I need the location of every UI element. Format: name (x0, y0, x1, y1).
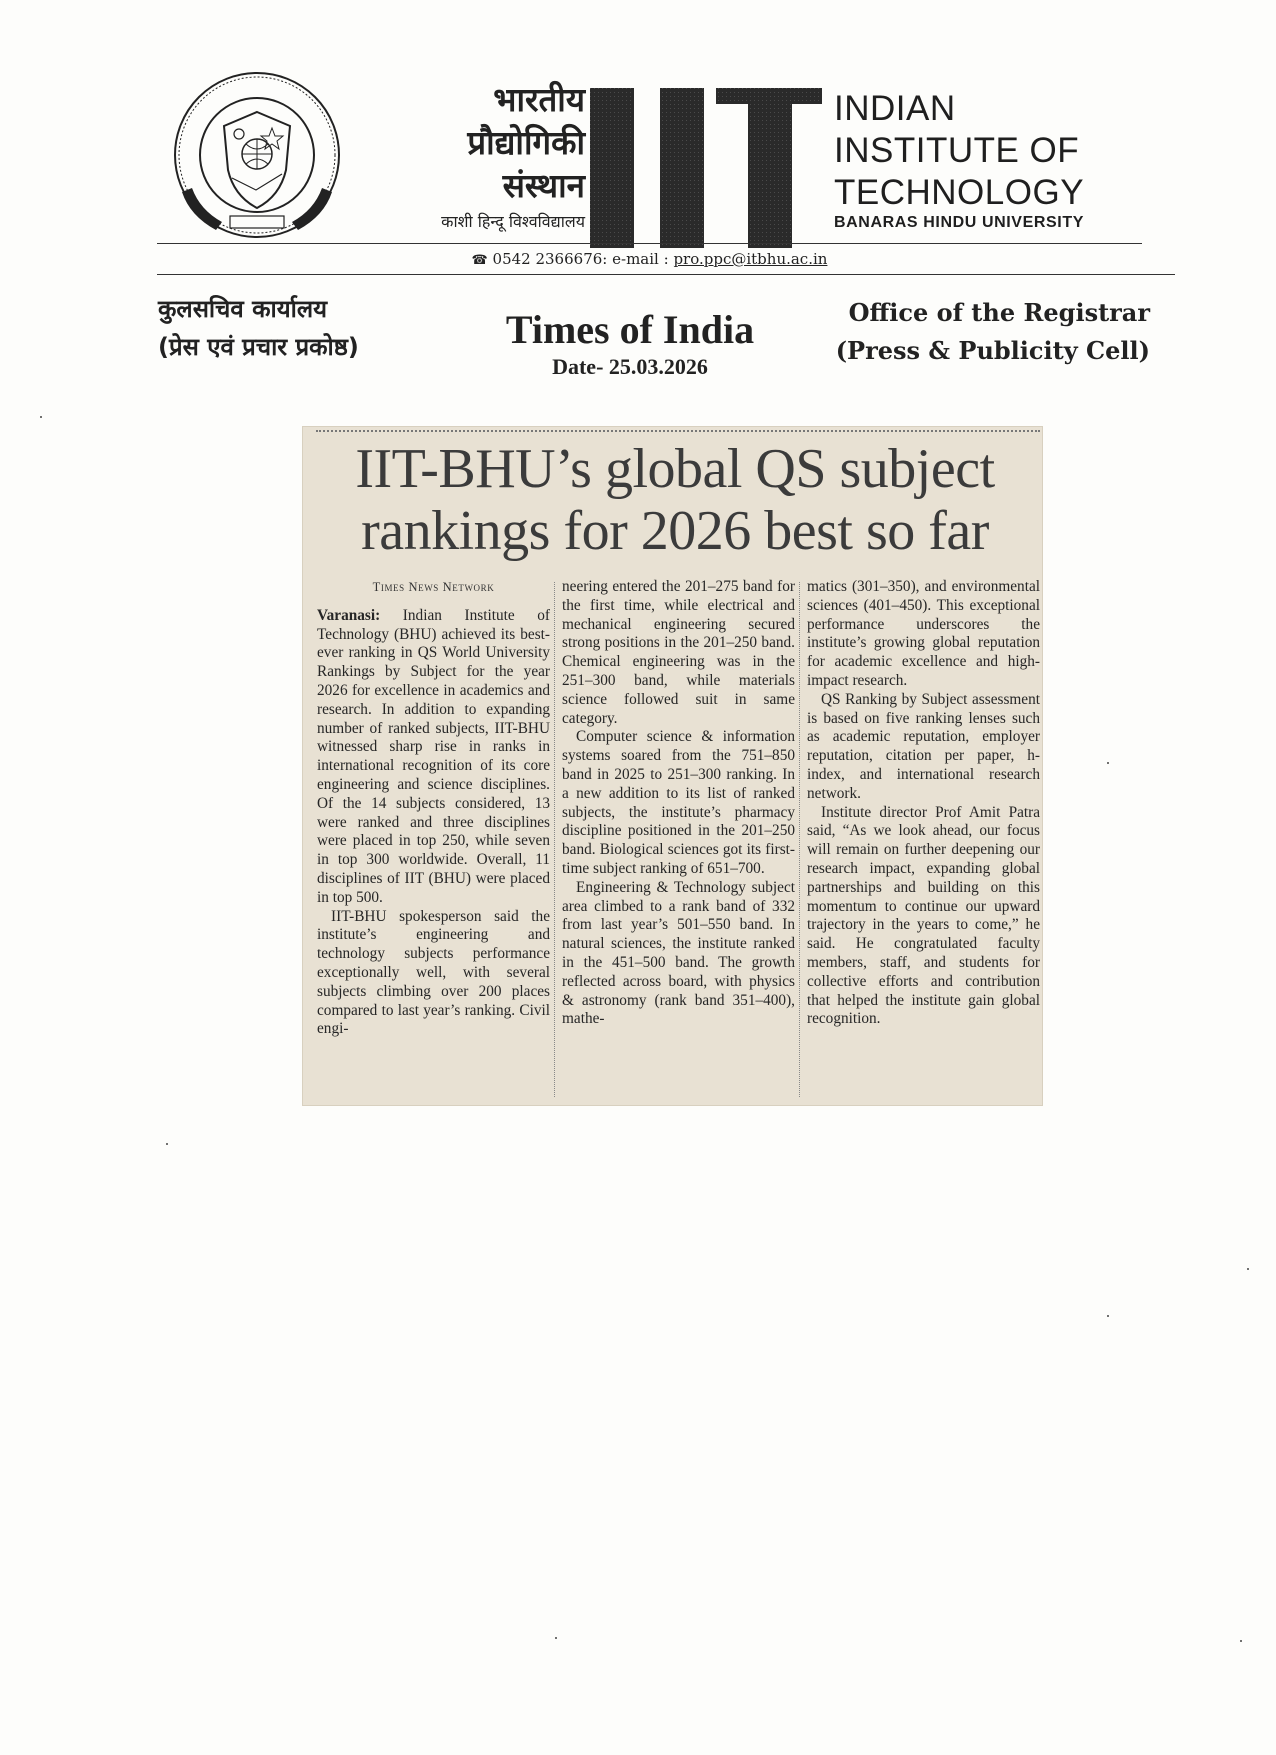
scan-speck (1240, 1640, 1242, 1642)
article-dateline: Varanasi: (317, 606, 381, 624)
article-paragraph: QS Ranking by Subject assessment is based on five ranking lenses such as academic reputation, employer reputation, citation per paper, h-index, and international research network. (807, 690, 1040, 802)
hindi-name-line: भारतीय (493, 80, 585, 119)
article-paragraph: Computer science & information systems soared from the 751–850 band in 2025 to 251–300 ranking. In a new addition to its list of ranked subjects, the institute’s pharmacy discipline positioned in the 201–250 band. Biological sciences got its first-time subject ranking of 651–700. (562, 728, 795, 877)
contact-divider (157, 274, 1175, 275)
column-divider (799, 582, 800, 1097)
scan-speck (1107, 762, 1109, 764)
scan-speck (555, 1637, 557, 1639)
contact-line (157, 250, 1142, 268)
email-link[interactable]: pro.ppc@itbhu.ac.in (673, 250, 828, 268)
letterhead-divider (157, 243, 1142, 244)
clipping-top-border (316, 430, 1040, 432)
english-name-line: TECHNOLOGY (834, 173, 1085, 212)
hindi-name-line: संस्थान (502, 166, 585, 205)
phone-number: 0542 2366676: (492, 250, 608, 268)
article-paragraph: IIT-BHU spokesperson said the institute’s engineering and technology subjects performance exceptionally well, with several subjects climbing over 200 places compared to last year’s ranking. Civil engi- (317, 907, 550, 1038)
office-english-line: (Press & Publicity Cell) (835, 336, 1150, 365)
article-paragraph: matics (301–350), and environmental sciences (401–450). This exceptional performance underscores the institute’s growing global reputation for academic excellence and high-impact research. (807, 578, 1040, 689)
office-hindi (158, 290, 359, 366)
article-paragraph: Engineering & Technology subject area climbed to a rank band of 332 from last year’s 501–550 band. In natural sciences, the institute ranked in the 451–500 band. The growth reflected across board, with physics & astronomy (rank band 351–400), mathe- (562, 878, 795, 1028)
article-paragraph (317, 607, 550, 908)
hindi-university-name: काशी हिन्दू विश्वविद्यालय (441, 212, 585, 231)
scan-speck (1107, 1315, 1109, 1317)
publication-date: Date- 25.03.2026 (552, 354, 708, 379)
hindi-name-line: प्रौद्योगिकी (467, 123, 585, 162)
office-hindi-line: कुलसचिव कार्यालय (158, 295, 328, 323)
scan-speck (40, 416, 42, 418)
english-institute-name (834, 88, 1084, 214)
office-english-line: Office of the Registrar (848, 298, 1150, 327)
scan-speck (1247, 1268, 1249, 1270)
column-divider (554, 582, 555, 1097)
article-column-1 (317, 578, 550, 1039)
english-university-name: BANARAS HINDU UNIVERSITY (834, 214, 1084, 231)
institute-seal-icon (172, 70, 342, 240)
article-column-3 (807, 578, 1040, 1029)
email-label: e-mail : (612, 250, 669, 268)
hindi-institute-name (380, 78, 585, 207)
article-paragraph: Institute director Prof Amit Patra said, “As we look ahead, our focus will remain on further deepening our research impact, expanding global partnerships and building on this momentum to continue our upward trajectory in the years to come,” he said. He congratulated faculty members, staff, and students for collective efforts and contribution that helped the institute gain global recognition. (807, 803, 1040, 1028)
article-byline: Times News Network (372, 580, 495, 594)
article-paragraph: neering entered the 201–275 band for the first time, while electrical and mechanical engineering secured strong positions in the 201–250 band. Chemical engineering was in the 251–300 band, while materials science followed suit in same category. (562, 578, 795, 727)
office-english (800, 294, 1150, 370)
headline-line: IIT-BHU’s global QS subject (355, 438, 995, 500)
paragraph-text: Indian Institute of Technology (BHU) achieved its best-ever ranking in QS World University Rankings by Subject for the year 2026 for excellence in academics and research. In addition to expanding number of ranked subjects, IIT-BHU witnessed sharp rise in ranks in international recognition of its core engineering and science disciplines. Of the 14 subjects considered, 13 were ranked and three disciplines were placed in top 250, while seven in top 300 worldwide. Overall, 11 disciplines of IIT (BHU) were placed in top 500. (317, 606, 550, 906)
headline-line: rankings for 2026 best so far (361, 500, 989, 562)
publication-name: Times of India (505, 307, 755, 352)
english-name-line: INDIAN (834, 89, 956, 128)
phone-icon: ☎ (471, 253, 488, 268)
article-column-2 (562, 578, 795, 1029)
iit-logo-mark (590, 88, 822, 248)
office-hindi-line: (प्रेस एवं प्रचार प्रकोष्ठ) (158, 333, 359, 361)
scan-speck (166, 1143, 168, 1145)
article-headline (305, 438, 1045, 562)
english-name-line: INSTITUTE OF (834, 131, 1080, 170)
